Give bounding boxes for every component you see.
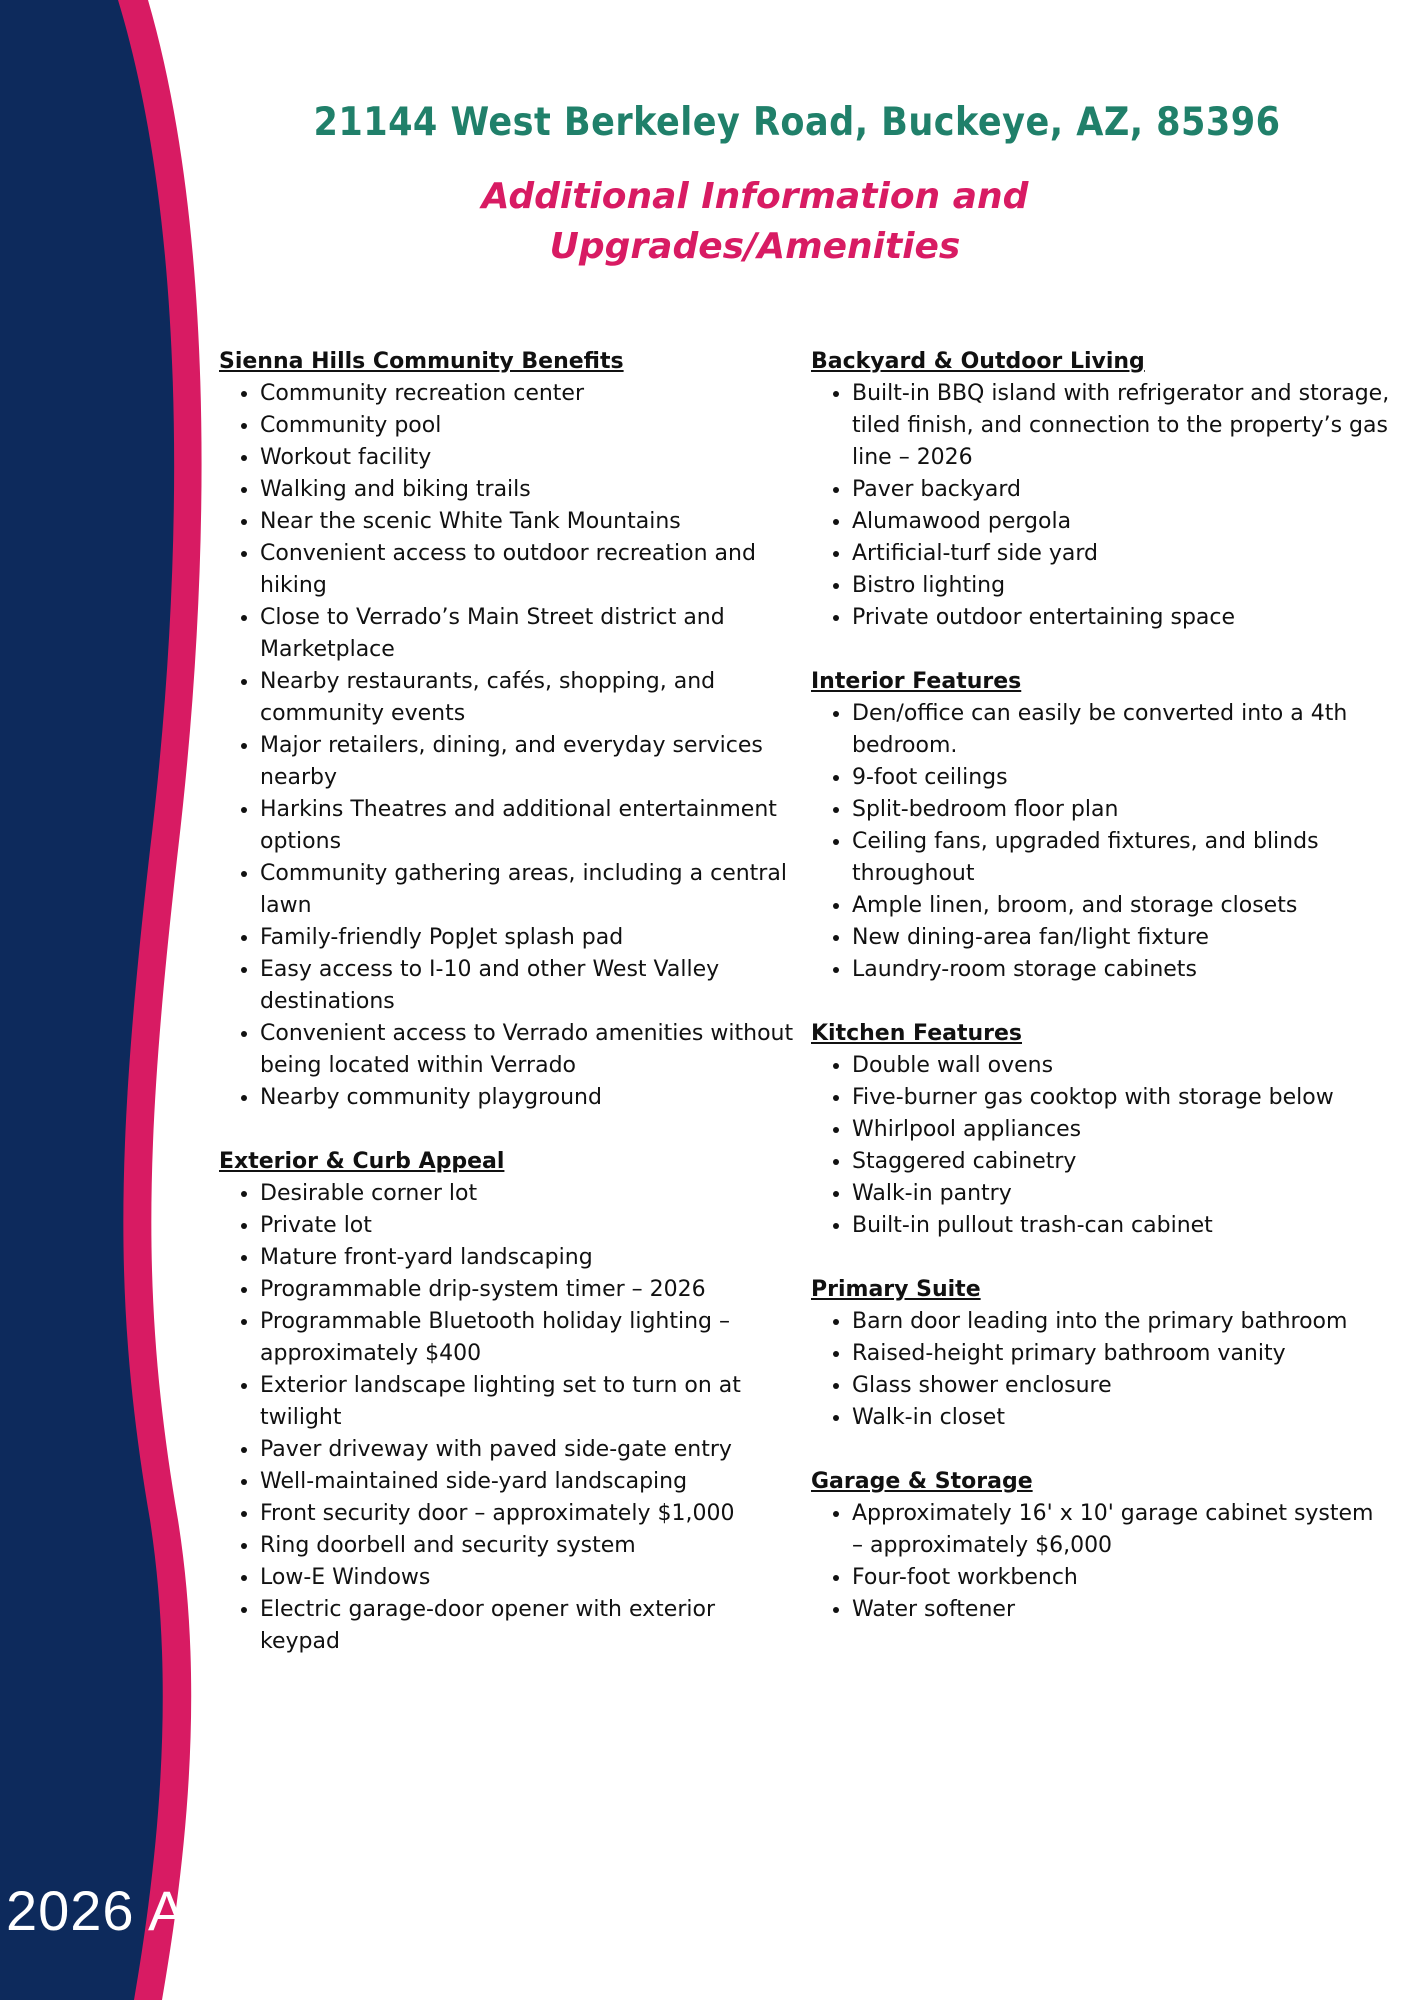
list-item: • Alumawood pergola (852, 506, 1391, 538)
section-backyard-outdoor-living (811, 346, 1391, 634)
section-garage-storage (811, 1466, 1391, 1626)
list-item: • Double wall ovens (852, 1050, 1391, 1082)
property-address-title: 21144 West Berkeley Road, Buckeye, AZ, 85396 (313, 100, 1281, 145)
bullet-list (811, 378, 1391, 634)
section-heading: Primary Suite (811, 1277, 981, 1302)
list-item: • Convenient access to outdoor recreation and hiking (260, 538, 794, 602)
list-item: • 9-foot ceilings (852, 762, 1391, 794)
list-item: • Whirlpool appliances (852, 1114, 1391, 1146)
list-item: • Programmable drip-system timer – 2026 (260, 1274, 794, 1306)
section-heading: Garage & Storage (811, 1469, 1033, 1494)
list-item: • Paver driveway with paved side-gate entry (260, 1434, 794, 1466)
list-item: • Major retailers, dining, and everyday services nearby (260, 730, 794, 794)
list-item: • Built-in BBQ island with refrigerator and storage, tiled finish, and connection to the property’s gas line – 2026 (852, 378, 1391, 474)
list-item: • Built-in pullout trash-can cabinet (852, 1210, 1391, 1242)
watermark-solid-text: 2026 A (6, 1879, 187, 1942)
list-item: • Close to Verrado’s Main Street district and Marketplace (260, 602, 794, 666)
list-item: • Community pool (260, 410, 794, 442)
section-exterior-curb-appeal (219, 1146, 794, 1658)
section-heading: Sienna Hills Community Benefits (219, 349, 624, 374)
list-item: • Bistro lighting (852, 570, 1391, 602)
list-item: • Convenient access to Verrado amenities without being located within Verrado (260, 1018, 794, 1082)
right-column (811, 346, 1391, 1658)
list-item: • Electric garage-door opener with exterior keypad (260, 1594, 794, 1658)
list-item: • Low-E Windows (260, 1562, 794, 1594)
list-item: • Four-foot workbench (852, 1562, 1391, 1594)
list-item: • Private lot (260, 1210, 794, 1242)
list-item: • Community gathering areas, including a central lawn (260, 858, 794, 922)
list-item: • Walk-in closet (852, 1402, 1391, 1434)
section-heading: Interior Features (811, 669, 1022, 694)
list-item: • Walking and biking trails (260, 474, 794, 506)
list-item: • Harkins Theatres and additional entertainment options (260, 794, 794, 858)
page-subtitle (480, 172, 1030, 272)
section-heading: Exterior & Curb Appeal (219, 1149, 505, 1174)
list-item: • Front security door – approximately $1,000 (260, 1498, 794, 1530)
list-item: • Five-burner gas cooktop with storage below (852, 1082, 1391, 1114)
list-item: • Staggered cabinetry (852, 1146, 1391, 1178)
watermark-outline-text: RMLS (186, 1879, 346, 1942)
bullet-list (219, 378, 794, 1114)
section-interior-features (811, 666, 1391, 986)
section-heading: Backyard & Outdoor Living (811, 349, 1145, 374)
list-item: • Den/office can easily be converted into a 4th bedroom. (852, 698, 1391, 762)
list-item: • Family-friendly PopJet splash pad (260, 922, 794, 954)
list-item: • Desirable corner lot (260, 1178, 794, 1210)
list-item: • Barn door leading into the primary bathroom (852, 1306, 1391, 1338)
list-item: • Nearby community playground (260, 1082, 794, 1114)
list-item: • Exterior landscape lighting set to turn on at twilight (260, 1370, 794, 1434)
section-kitchen-features (811, 1018, 1391, 1242)
list-item: • Ring doorbell and security system (260, 1530, 794, 1562)
list-item: • Glass shower enclosure (852, 1370, 1391, 1402)
list-item: • Raised-height primary bathroom vanity (852, 1338, 1391, 1370)
list-item: • Approximately 16' x 10' garage cabinet system – approximately $6,000 (852, 1498, 1391, 1562)
list-item: • Programmable Bluetooth holiday lighting – approximately $400 (260, 1306, 794, 1370)
list-item: • Private outdoor entertaining space (852, 602, 1391, 634)
list-item: • Community recreation center (260, 378, 794, 410)
list-item: • Well-maintained side-yard landscaping (260, 1466, 794, 1498)
list-item: • Walk-in pantry (852, 1178, 1391, 1210)
list-item: • Easy access to I-10 and other West Valley destinations (260, 954, 794, 1018)
list-item: • Split-bedroom floor plan (852, 794, 1391, 826)
list-item: • Water softener (852, 1594, 1391, 1626)
list-item: • Laundry-room storage cabinets (852, 954, 1391, 986)
list-item: • Ample linen, broom, and storage closets (852, 890, 1391, 922)
list-item: • Nearby restaurants, cafés, shopping, and community events (260, 666, 794, 730)
bullet-list (811, 1050, 1391, 1242)
list-item: • Ceiling fans, upgraded fixtures, and blinds throughout (852, 826, 1391, 890)
section-primary-suite (811, 1274, 1391, 1434)
list-item: • Mature front-yard landscaping (260, 1242, 794, 1274)
section-heading: Kitchen Features (811, 1021, 1022, 1046)
subtitle-line-1: Additional Information and (481, 176, 1029, 217)
left-column (219, 346, 794, 1690)
bullet-list (219, 1178, 794, 1658)
list-item: • New dining-area fan/light fixture (852, 922, 1391, 954)
copyright-watermark (6, 1878, 346, 1943)
bullet-list (811, 1498, 1391, 1626)
list-item: • Paver backyard (852, 474, 1391, 506)
list-item: • Near the scenic White Tank Mountains (260, 506, 794, 538)
subtitle-line-2: Upgrades/Amenities (549, 226, 961, 267)
bullet-list (811, 698, 1391, 986)
bullet-list (811, 1306, 1391, 1434)
section-sienna-hills-community-benefits (219, 346, 794, 1114)
list-item: • Artificial-turf side yard (852, 538, 1391, 570)
list-item: • Workout facility (260, 442, 794, 474)
